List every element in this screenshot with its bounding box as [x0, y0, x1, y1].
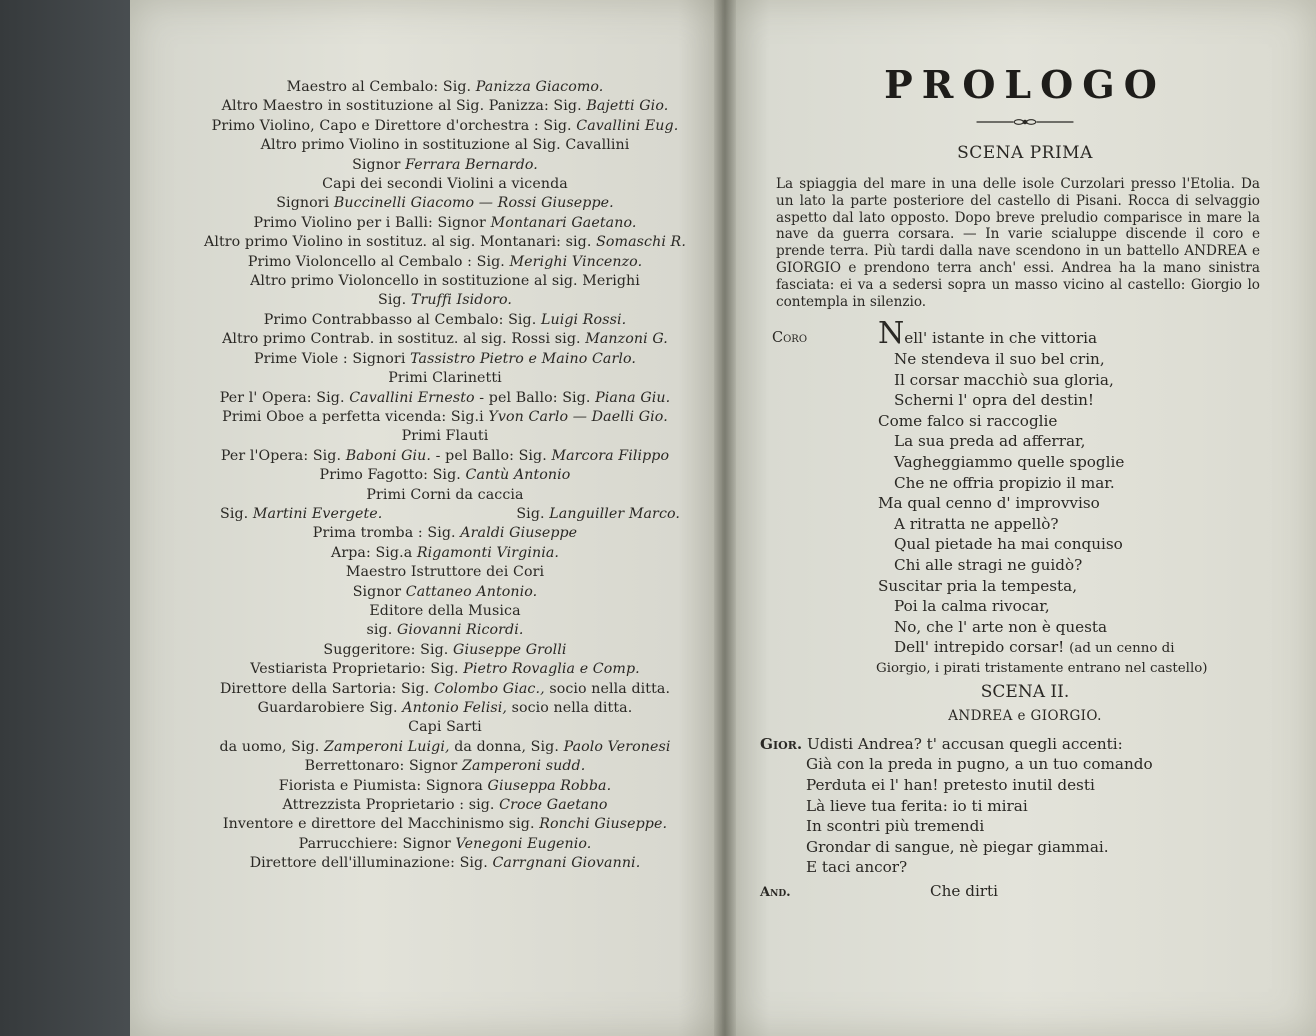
verse-text: Come falco si raccoglie	[878, 411, 1058, 430]
crew-name: Martini Evergete.	[252, 505, 383, 522]
page-title: PROLOGO	[884, 62, 1166, 107]
crew-name: Antonio Felisi,	[402, 700, 507, 716]
crew-line	[180, 175, 710, 194]
crew-line	[180, 757, 710, 776]
crew-role: Editore della Musica	[369, 602, 521, 619]
verse-line	[878, 514, 1260, 535]
crew-line	[180, 330, 710, 349]
crew-name: Truffi Isidoro.	[410, 292, 512, 309]
verse-line	[878, 617, 1260, 638]
verse-text: Suscitar pria la tempesta,	[878, 576, 1078, 595]
verse-text: Qual pietade ha mai conquiso	[894, 535, 1123, 554]
crew-line	[180, 777, 710, 796]
crew-line	[180, 350, 710, 369]
crew-name: Giuseppa Robba.	[487, 777, 612, 794]
crew-line	[180, 272, 710, 291]
backdrop	[0, 0, 140, 1036]
verse-text: Che ne offria propizio il mar.	[894, 473, 1115, 492]
drop-cap: N	[878, 316, 905, 352]
crew-line	[180, 427, 710, 446]
crew-line	[180, 194, 710, 213]
crew-line	[180, 389, 710, 408]
crew-name: Montanari Gaetano.	[490, 214, 637, 231]
crew-name: Ferrara Bernardo.	[405, 156, 538, 173]
crew-role: Parrucchiere: Signor	[298, 835, 451, 852]
dialogue-line	[760, 816, 1260, 837]
scene-characters: ANDREA e GIORGIO.	[948, 707, 1102, 724]
dialogue-giorgio	[760, 734, 1260, 878]
crew-line	[180, 815, 710, 834]
crew-line	[180, 796, 710, 815]
crew-line	[180, 156, 710, 175]
crew-name: Bajetti Gio.	[586, 98, 669, 115]
crew-line	[180, 253, 710, 272]
crew-line	[180, 524, 710, 543]
crew-name: Carrgnani Giovanni.	[492, 855, 641, 872]
stage-direction-continued: Giorgio, i pirati tristamente entrano nel castello)	[876, 660, 1208, 676]
verse-line	[878, 473, 1260, 494]
verse-line	[878, 637, 1260, 660]
crew-name: Languiller Marco.	[549, 505, 680, 522]
crew-line	[180, 214, 710, 233]
crew-name: Baboni Giu.	[345, 447, 432, 464]
crew-role: Signor	[352, 156, 401, 173]
crew-role: Berrettonaro: Signor	[304, 758, 458, 775]
verse-text: Vagheggiammo quelle spoglie	[894, 452, 1125, 471]
crew-line	[180, 136, 710, 155]
crew-role: - pel Ballo: Sig.	[479, 389, 591, 406]
crew-name: Paolo Veronesi	[563, 738, 671, 755]
speaker-label: And.	[760, 885, 791, 901]
crew-role: Primo Violino per i Balli: Signor	[253, 214, 486, 231]
crew-line	[180, 97, 710, 116]
dialogue-text: Grondar di sangue, nè piegar giammai.	[806, 837, 1109, 856]
crew-role: sig.	[366, 622, 393, 639]
crew-line	[180, 699, 710, 718]
dialogue-text: E taci ancor?	[806, 858, 908, 877]
crew-line	[180, 621, 710, 640]
crew-role: Altro primo Contrab. in sostituz. al sig. Rossi sig.	[222, 331, 581, 348]
crew-role: Primo Contrabbasso al Cembalo: Sig.	[263, 311, 537, 328]
crew-role: Sig.	[516, 505, 545, 522]
crew-role: Primo Violino, Capo e Direttore d'orchestra : Sig.	[211, 117, 572, 134]
crew-role: Signori	[276, 195, 330, 212]
crew-role: Arpa: Sig.a	[330, 544, 413, 561]
verse-text: Ma qual cenno d' improvviso	[878, 494, 1100, 513]
crew-role: Suggeritore: Sig.	[323, 641, 449, 658]
crew-name: Ronchi Giuseppe.	[539, 816, 668, 833]
dialogue-line	[760, 775, 1260, 796]
crew-role: Maestro al Cembalo: Sig.	[286, 79, 472, 95]
verse-text: Poi la calma rivocar,	[894, 597, 1050, 616]
crew-role: Altro Maestro in sostituzione al Sig. Panizza: Sig.	[221, 98, 582, 115]
crew-role: Prime Viole : Signori	[253, 350, 406, 367]
crew-name: Marcora Filippo	[551, 447, 670, 464]
verse-text: Chi alle stragi ne guidò?	[894, 555, 1083, 574]
scene-title: SCENA PRIMA	[957, 143, 1093, 163]
crew-line	[180, 291, 710, 310]
verse-line	[878, 316, 1260, 352]
crew-name: Croce Gaetano	[499, 797, 608, 814]
crew-role: Primi Oboe a perfetta vicenda: Sig.i	[222, 408, 484, 425]
verse-text: Ne stendeva il suo bel crin,	[894, 349, 1105, 368]
verse-line	[878, 370, 1260, 391]
crew-role: Primi Corni da caccia	[366, 486, 524, 503]
dialogue-text: In scontri più tremendi	[806, 817, 985, 836]
crew-line	[180, 544, 710, 563]
crew-role: Attrezzista Proprietario : sig.	[282, 797, 495, 814]
dialogue-line	[760, 734, 1260, 755]
dialogue-line	[760, 754, 1260, 775]
crew-name: Buccinelli Giacomo — Rossi Giuseppe.	[333, 195, 614, 212]
crew-line	[180, 447, 710, 466]
verse-text: No, che l' arte non è questa	[894, 617, 1108, 636]
verse-line	[878, 576, 1260, 597]
crew-line	[180, 233, 710, 252]
crew-role: Primo Fagotto: Sig.	[319, 467, 461, 484]
verse-line	[878, 534, 1260, 555]
stage-direction: La spiaggia del mare in una delle isole Curzolari presso l'Etolia. Da un lato la parte posteriore del castello di Pisani. Rocca di selvaggio aspetto dal lato opposto. Dopo breve preludio comparisce in mare la nave da guerra corsara. — In varie scialuppe discende il coro e prende terra. Più tardi dalla nave scendono in un battello ANDREA e GIORGIO e prendono terra anch' essi. Andrea ha la mano sinistra fasciata: ei va a sedersi sopra un masso vicino al castello: Giorgio lo contempla in silenzio.	[776, 176, 1260, 310]
crew-name: Rigamonti Virginia.	[416, 544, 559, 561]
crew-name: Manzoni G.	[585, 331, 668, 348]
crew-name: Cavallini Eug.	[576, 117, 679, 134]
crew-name: Giuseppe Grolli	[453, 641, 567, 658]
crew-line	[180, 78, 710, 97]
crew-role: Altro primo Violoncello in sostituzione al sig. Merighi	[250, 273, 640, 290]
dialogue-text: Là lieve tua ferita: io ti mirai	[806, 796, 1028, 815]
crew-role: Capi Sarti	[408, 719, 482, 736]
crew-name: Cavallini Ernesto	[349, 389, 475, 406]
crew-role: da donna, Sig.	[454, 738, 559, 755]
verse-text: A ritratta ne appellò?	[894, 514, 1059, 533]
verse-line	[878, 411, 1260, 432]
crew-role: - pel Ballo: Sig.	[435, 447, 547, 464]
crew-role: Altro primo Violino in sostituzione al Sig. Cavallini	[260, 137, 630, 154]
verse-text: ell' istante in che vittoria	[904, 329, 1097, 348]
ornament-rule-icon	[945, 116, 1075, 128]
crew-name: Merighi Vincenzo.	[509, 253, 643, 270]
crew-name: Araldi Giuseppe	[460, 525, 578, 542]
verse-line	[878, 431, 1260, 452]
verse-line	[878, 555, 1260, 576]
dialogue-text: Già con la preda in pugno, a un tuo comando	[806, 755, 1153, 774]
crew-line	[180, 408, 710, 427]
crew-name: Cantù Antonio	[465, 467, 571, 484]
crew-name: Somaschi R.	[596, 234, 686, 251]
crew-line	[220, 505, 382, 524]
crew-line	[180, 738, 710, 757]
crew-name: Colombo Giac.,	[433, 680, 545, 697]
crew-role: Altro primo Violino in sostituz. al sig. Montanari: sig.	[204, 234, 592, 251]
dialogue-line	[760, 796, 1260, 817]
stage-direction-inline: (ad un cenno di	[1069, 641, 1175, 657]
crew-role: Vestiarista Proprietario: Sig.	[250, 661, 459, 678]
crew-role: Sig.	[378, 292, 407, 309]
crew-line	[180, 660, 710, 679]
crew-role: Guardarobiere Sig.	[257, 700, 398, 716]
horn-players-row	[180, 505, 710, 524]
crew-role: Signor	[352, 583, 402, 600]
crew-role: Direttore dell'illuminazione: Sig.	[249, 855, 488, 872]
crew-role: Per l'Opera: Sig.	[220, 447, 342, 464]
crew-role: Inventore e direttore del Macchinismo sig.	[222, 816, 535, 833]
verse-line	[878, 452, 1260, 473]
crew-name: Pietro Rovaglia e Comp.	[463, 661, 640, 678]
crew-line	[516, 505, 680, 524]
crew-line	[180, 680, 710, 699]
book-gutter	[714, 0, 736, 1036]
crew-role: Primo Violoncello al Cembalo : Sig.	[247, 253, 505, 270]
crew-name: Giovanni Ricordi.	[396, 622, 524, 639]
crew-line	[180, 602, 710, 621]
crew-role: Primi Clarinetti	[388, 370, 502, 387]
crew-list	[180, 78, 710, 874]
crew-name: Piana Giu.	[595, 389, 671, 406]
scene-title-2: SCENA II.	[980, 681, 1070, 702]
verse-text: Scherni l' opra del destin!	[894, 391, 1095, 410]
crew-name: Panizza Giacomo.	[475, 79, 604, 95]
crew-line	[180, 563, 710, 582]
verse-line	[878, 390, 1260, 411]
dialogue-andrea	[760, 882, 1260, 900]
verse-text: Dell' intrepido corsar!	[894, 638, 1065, 657]
crew-role: Primi Flauti	[401, 428, 489, 445]
verse-text: La sua preda ad afferrar,	[894, 432, 1086, 451]
dialogue-line	[760, 857, 1260, 878]
dialogue-line: Che dirti	[930, 882, 999, 901]
crew-line	[180, 835, 710, 854]
crew-name: Zamperoni Luigi,	[324, 738, 450, 755]
chorus-verses	[760, 316, 1260, 660]
crew-name: Venegoni Eugenio.	[455, 835, 592, 852]
crew-name: Cattaneo Antonio.	[405, 583, 538, 600]
crew-line	[180, 854, 710, 873]
crew-name: Zamperoni sudd.	[462, 758, 586, 775]
prologue-column	[760, 60, 1260, 900]
crew-role: Capi dei secondi Violini a vicenda	[322, 176, 568, 193]
crew-line	[180, 486, 710, 505]
crew-role: Prima tromba : Sig.	[312, 525, 456, 542]
verse-line	[878, 349, 1260, 370]
crew-name: Luigi Rossi.	[540, 311, 627, 328]
crew-line	[180, 466, 710, 485]
crew-role: Per l' Opera: Sig.	[219, 389, 345, 406]
dialogue-line	[760, 837, 1260, 858]
dialogue-text: Perduta ei l' han! pretesto inutil desti	[806, 776, 1095, 795]
crew-line	[180, 583, 710, 602]
crew-name: Yvon Carlo — Daelli Gio.	[488, 408, 668, 425]
verse-lines	[878, 316, 1260, 660]
verse-line	[878, 493, 1260, 514]
crew-role: Fiorista e Piumista: Signora	[278, 777, 483, 794]
crew-name: Tassistro Pietro e Maino Carlo.	[410, 350, 636, 367]
crew-role: Direttore della Sartoria: Sig.	[219, 680, 430, 697]
speaker-label: Gior.	[760, 734, 803, 753]
crew-line	[180, 369, 710, 388]
crew-role: socio nella ditta.	[511, 700, 633, 716]
crew-role: da uomo, Sig.	[219, 738, 320, 755]
crew-line	[180, 641, 710, 660]
crew-role: Sig.	[220, 505, 249, 522]
verse-text: Il corsar macchiò sua gloria,	[894, 370, 1114, 389]
crew-line	[180, 718, 710, 737]
speaker-label: Coro	[772, 330, 808, 347]
verse-line	[878, 596, 1260, 617]
dialogue-text: Udisti Andrea? t' accusan quegli accenti:	[806, 734, 1123, 753]
crew-line	[180, 311, 710, 330]
crew-role: socio nella ditta.	[549, 680, 671, 697]
crew-line	[180, 117, 710, 136]
crew-role: Maestro Istruttore dei Cori	[345, 564, 545, 581]
